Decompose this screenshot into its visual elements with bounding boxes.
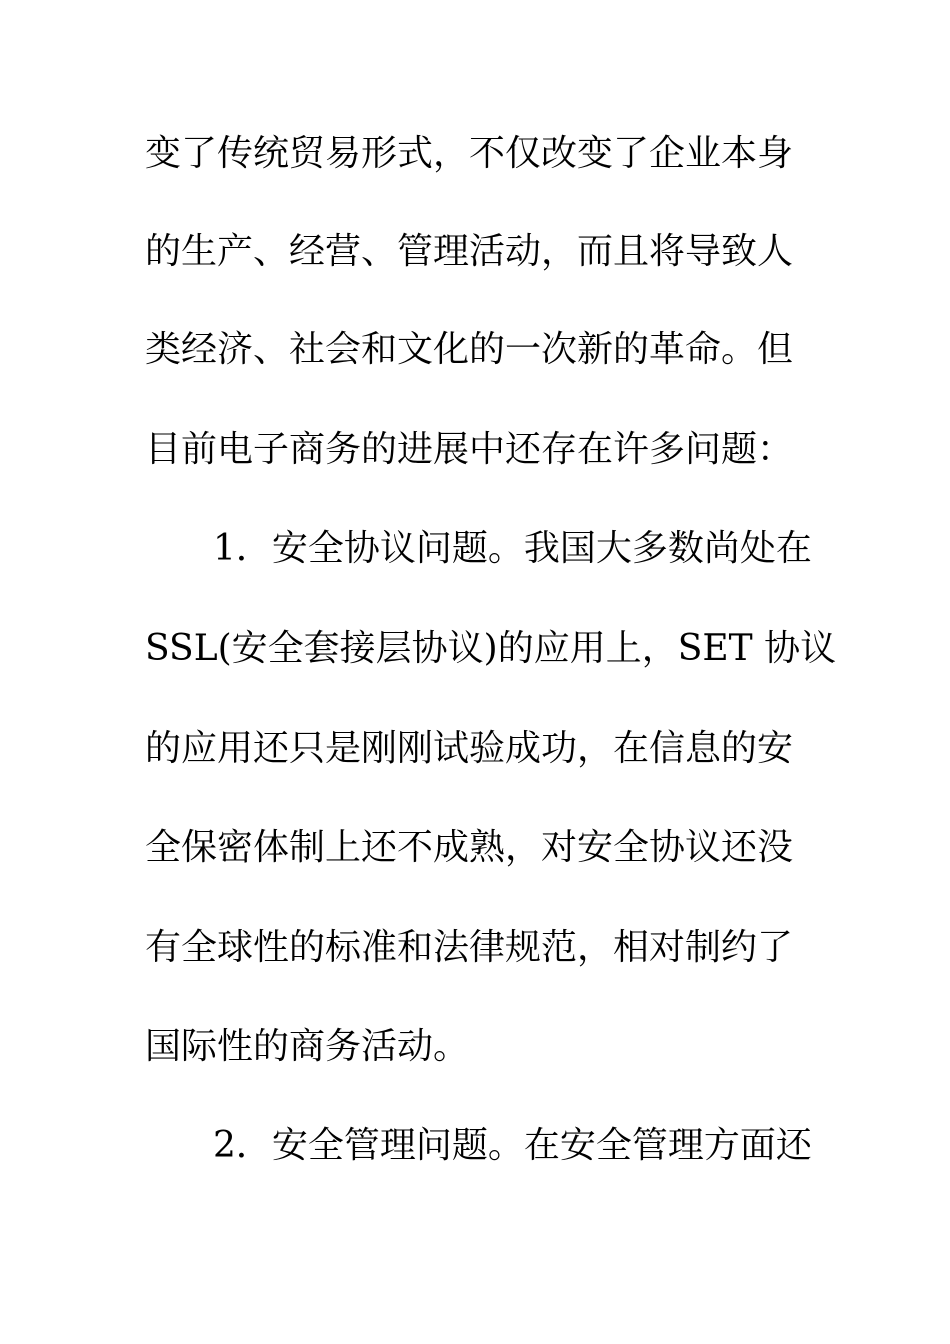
text-line: 的应用还只是刚刚试验成功，在信息的安 [145,728,794,769]
text-line: 类经济、社会和文化的一次新的革命。但 [145,329,794,370]
text-line: 的生产、经营、管理活动，而且将导致人 [145,231,794,272]
text-line: 全保密体制上还不成熟，对安全协议还没 [145,827,794,868]
text-line: SSL(安全套接层协议)的应用上，SET 协议 [145,628,837,669]
text-line: 有全球性的标准和法律规范，相对制约了 [145,927,794,968]
list-item-2-line: 2．安全管理问题。在安全管理方面还 [213,1125,812,1166]
text-line: 变了传统贸易形式，不仅改变了企业本身 [145,133,794,174]
text-line: 目前电子商务的进展中还存在许多问题： [145,429,794,470]
list-item-1-line: 1．安全协议问题。我国大多数尚处在 [213,528,812,569]
text-line: 国际性的商务活动。 [145,1026,470,1067]
